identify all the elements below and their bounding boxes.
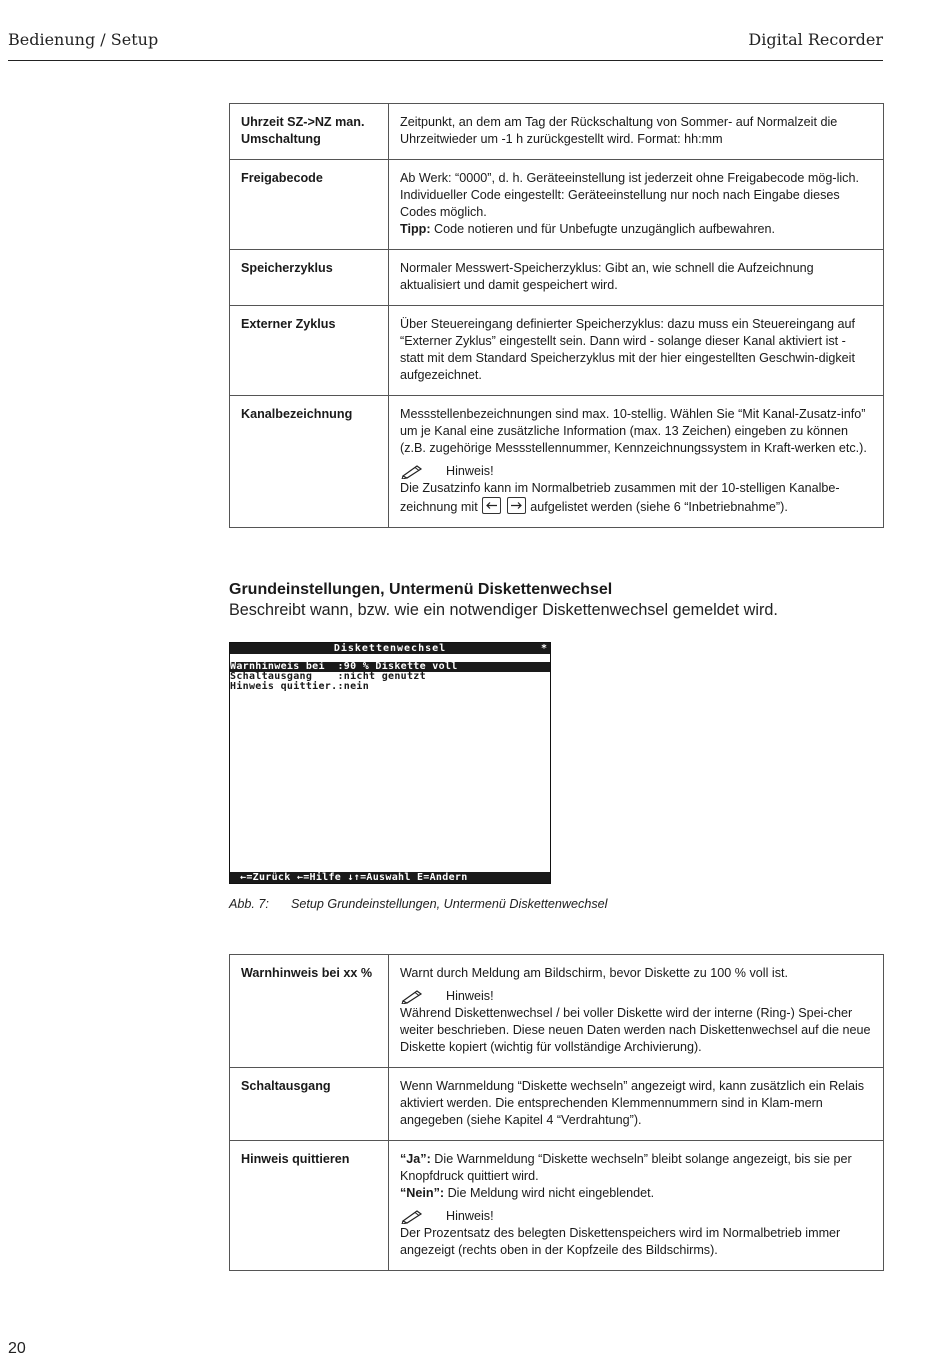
hint-block bbox=[400, 1208, 872, 1259]
param-description bbox=[389, 306, 884, 396]
description-text: Individueller Code eingestellt: Geräteeinstellung nur noch nach Eingabe dieses Codes möglich. bbox=[400, 188, 840, 219]
tip-text: Code notieren und für Unbefugte unzugänglich aufbewahren. bbox=[430, 222, 776, 236]
figure-caption bbox=[229, 897, 607, 911]
arrow-right-key-icon bbox=[507, 497, 526, 514]
option-ja-label: “Ja”: bbox=[400, 1152, 431, 1166]
param-name: Hinweis quittieren bbox=[230, 1141, 389, 1271]
page-number: 20 bbox=[8, 1340, 26, 1357]
screen-title: Diskettenwechsel bbox=[333, 643, 447, 654]
param-name: Schaltausgang bbox=[230, 1068, 389, 1141]
table-row bbox=[230, 104, 884, 160]
screen-menu-row[interactable]: Warnhinweis bei :90 % Diskette voll bbox=[230, 662, 550, 672]
option-nein-text: Die Meldung wird nicht eingeblendet. bbox=[444, 1186, 655, 1200]
table-row bbox=[230, 306, 884, 396]
param-description bbox=[389, 160, 884, 250]
table-row bbox=[230, 955, 884, 1068]
pencil-icon bbox=[400, 464, 426, 479]
hint-block bbox=[400, 988, 872, 1056]
table-row bbox=[230, 396, 884, 528]
hint-text-after: aufgelistet werden (siehe 6 “Inbetriebnahme”). bbox=[526, 500, 788, 514]
section-title: Grundeinstellungen, Untermenü Diskettenwechsel bbox=[229, 581, 613, 598]
hint-text bbox=[400, 480, 872, 516]
parameter-table-2 bbox=[229, 954, 884, 1271]
table-row bbox=[230, 1141, 884, 1271]
screen-menu-row[interactable]: Hinweis quittier.:nein bbox=[230, 681, 370, 692]
screen-footer: ←=Zurück ←=Hilfe ↓↑=Auswahl E=Ändern bbox=[230, 872, 550, 883]
description-text: Wenn Warnmeldung “Diskette wechseln” angezeigt wird, kann zusätzlich ein Relais aktiviert werden. Die entsprechenden Klemmennummern sind in Klam-mern angegeben (siehe Kapitel 4 “Verdrahtung”). bbox=[400, 1079, 865, 1127]
param-name: Warnhinweis bei xx % bbox=[230, 955, 389, 1068]
param-description bbox=[389, 250, 884, 306]
hint-block bbox=[400, 463, 872, 516]
param-name: Speicherzyklus bbox=[230, 250, 389, 306]
option-ja-text: Die Warnmeldung “Diskette wechseln” bleibt solange angezeigt, bis sie per Knopfdruck quittiert wird. bbox=[400, 1152, 852, 1183]
caption-text: Setup Grundeinstellungen, Untermenü Diskettenwechsel bbox=[291, 897, 608, 911]
param-name: Freigabecode bbox=[230, 160, 389, 250]
arrow-left-key-icon bbox=[482, 497, 501, 514]
screen-titlebar bbox=[230, 643, 550, 654]
param-name: Uhrzeit SZ->NZ man. Umschaltung bbox=[230, 104, 389, 160]
table-row bbox=[230, 1068, 884, 1141]
screen-star: * bbox=[540, 643, 547, 654]
param-description bbox=[389, 1068, 884, 1141]
screen-menu-row[interactable]: Schaltausgang :nicht genutzt bbox=[230, 671, 426, 682]
running-header-left: Bedienung / Setup bbox=[8, 30, 159, 49]
hint-label: Hinweis! bbox=[446, 989, 494, 1003]
description-text: Messstellenbezeichnungen sind max. 10-stellig. Wählen Sie “Mit Kanal-Zusatz-info” um je Kanal eine zusätzliche Information (max. 13 Zeichen) eingeben zu können (z.B. zugehörige Messstellennummer, Kennzeichnungssystem in Kraft-werken etc.). bbox=[400, 407, 867, 455]
tip-label: Tipp: bbox=[400, 222, 431, 236]
running-header-right: Digital Recorder bbox=[748, 30, 883, 49]
description-text: Ab Werk: “0000”, d. h. Geräteeinstellung ist jederzeit ohne Freigabecode mög-lich. bbox=[400, 171, 859, 185]
option-nein-label: “Nein”: bbox=[400, 1186, 445, 1200]
option-ja bbox=[400, 1151, 872, 1185]
hint-label: Hinweis! bbox=[446, 1209, 494, 1223]
table-row bbox=[230, 250, 884, 306]
caption-number: Abb. 7: bbox=[229, 897, 269, 911]
param-name: Kanalbezeichnung bbox=[230, 396, 389, 528]
parameter-table-1 bbox=[229, 103, 884, 528]
section-subtitle: Beschreibt wann, bzw. wie ein notwendiger Diskettenwechsel gemeldet wird. bbox=[229, 601, 778, 619]
header-rule bbox=[8, 60, 883, 61]
param-description bbox=[389, 104, 884, 160]
description-text: Normaler Messwert-Speicherzyklus: Gibt an, wie schnell die Aufzeichnung aktualisiert und damit gespeichert wird. bbox=[400, 261, 814, 292]
hint-text: Der Prozentsatz des belegten Diskettenspeichers wird im Normalbetrieb immer angezeigt (rechts oben in der Kopfzeile des Bildschirms). bbox=[400, 1226, 841, 1257]
hint-label: Hinweis! bbox=[446, 464, 494, 478]
param-name: Externer Zyklus bbox=[230, 306, 389, 396]
param-description bbox=[389, 955, 884, 1068]
hint-text-before: Die Zusatzinfo kann im Normalbetrieb zusammen mit der 10-stelligen Kanalbe-zeichnung mit bbox=[400, 481, 840, 514]
tip-line bbox=[400, 221, 872, 238]
hint-text: Während Diskettenwechsel / bei voller Diskette wird der interne (Ring-) Spei-cher weiter beschrieben. Diese neuen Daten werden nach Diskettenwechsel auf die neue Diskette kopiert (wichtig für vollständige Archivierung). bbox=[400, 1006, 871, 1054]
param-description bbox=[389, 396, 884, 528]
param-description bbox=[389, 1141, 884, 1271]
device-screen bbox=[229, 642, 551, 884]
table-row bbox=[230, 160, 884, 250]
pencil-icon bbox=[400, 1209, 426, 1224]
description-text: Über Steuereingang definierter Speicherzyklus: dazu muss ein Steuereingang auf “Externer Zyklus” eingestellt sein. Dann wird - solange dieser Kanal aktiviert ist - statt mit dem Standard Speicherzyklus mit der hier eingestellten Geschwin-digkeit aufgezeichnet. bbox=[400, 317, 856, 382]
description-text: Warnt durch Meldung am Bildschirm, bevor Diskette zu 100 % voll ist. bbox=[400, 966, 788, 980]
description-text: Zeitpunkt, an dem am Tag der Rückschaltung von Sommer- auf Normalzeit die Uhrzeitwieder um -1 h zurückgestellt wird. Format: hh:mm bbox=[400, 115, 838, 146]
option-nein bbox=[400, 1185, 872, 1202]
pencil-icon bbox=[400, 989, 426, 1004]
